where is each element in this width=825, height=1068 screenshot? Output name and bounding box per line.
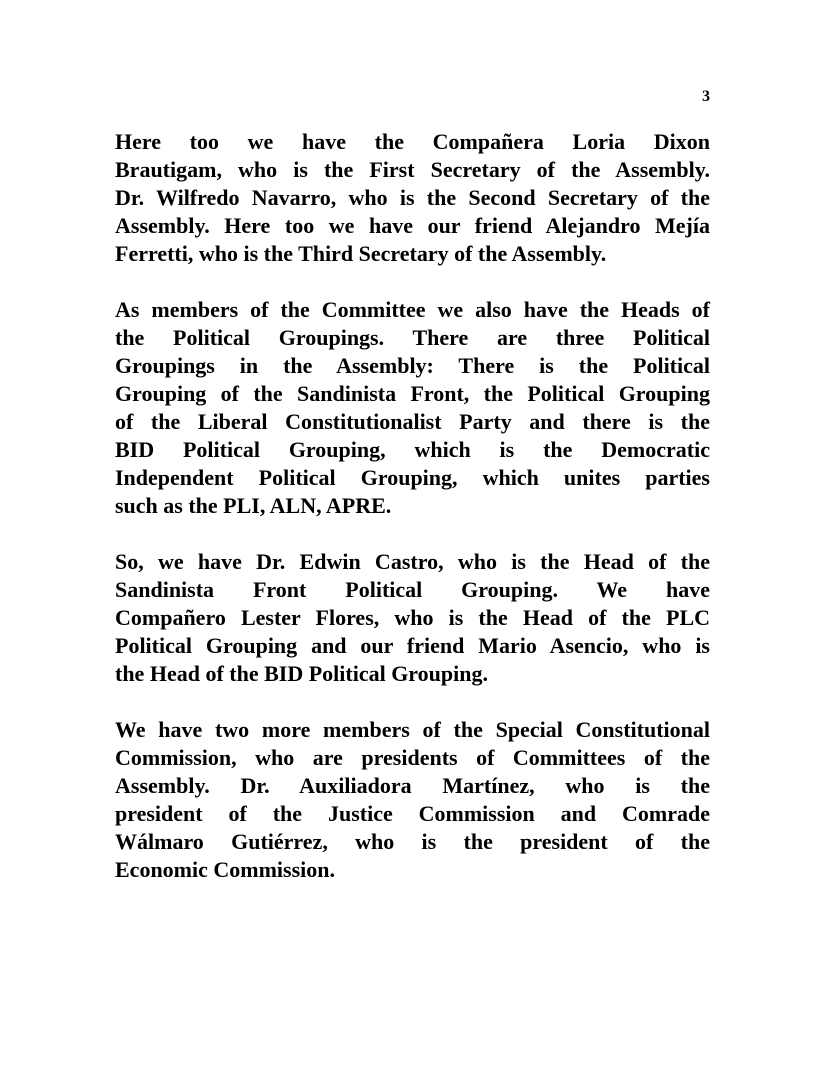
text-line: We have two more members of the Special Constitutional xyxy=(115,717,710,742)
paragraph xyxy=(115,716,710,884)
text-line: Commission, who are presidents of Committees of the xyxy=(115,745,710,770)
text-line: the Head of the BID Political Grouping. xyxy=(115,661,488,686)
text-line: the Political Groupings. There are three Political xyxy=(115,325,710,350)
text-line: So, we have Dr. Edwin Castro, who is the Head of the xyxy=(115,549,710,574)
paragraph xyxy=(115,296,710,520)
page-number: 3 xyxy=(702,88,710,105)
text-line: Assembly. Dr. Auxiliadora Martínez, who is the xyxy=(115,773,710,798)
document-body xyxy=(115,128,710,912)
paragraph xyxy=(115,548,710,688)
text-line: As members of the Committee we also have the Heads of xyxy=(115,297,710,322)
paragraph xyxy=(115,128,710,268)
text-line: Here too we have the Compañera Loria Dixon xyxy=(115,129,710,154)
text-line: president of the Justice Commission and Comrade xyxy=(115,801,710,826)
text-line: Grouping of the Sandinista Front, the Political Grouping xyxy=(115,381,710,406)
text-line: Wálmaro Gutiérrez, who is the president of the xyxy=(115,829,710,854)
text-line: Dr. Wilfredo Navarro, who is the Second Secretary of the xyxy=(115,185,710,210)
text-line: Political Grouping and our friend Mario Asencio, who is xyxy=(115,633,710,658)
text-line: of the Liberal Constitutionalist Party and there is the xyxy=(115,409,710,434)
text-line: Brautigam, who is the First Secretary of the Assembly. xyxy=(115,157,710,182)
text-line: Ferretti, who is the Third Secretary of the Assembly. xyxy=(115,241,607,266)
text-line: Groupings in the Assembly: There is the Political xyxy=(115,353,710,378)
text-line: such as the PLI, ALN, APRE. xyxy=(115,493,392,518)
text-line: Assembly. Here too we have our friend Alejandro Mejía xyxy=(115,213,710,238)
text-line: BID Political Grouping, which is the Democratic xyxy=(115,437,710,462)
text-line: Sandinista Front Political Grouping. We have xyxy=(115,577,710,602)
text-line: Economic Commission. xyxy=(115,857,335,882)
text-line: Independent Political Grouping, which unites parties xyxy=(115,465,710,490)
text-line: Compañero Lester Flores, who is the Head of the PLC xyxy=(115,605,710,630)
